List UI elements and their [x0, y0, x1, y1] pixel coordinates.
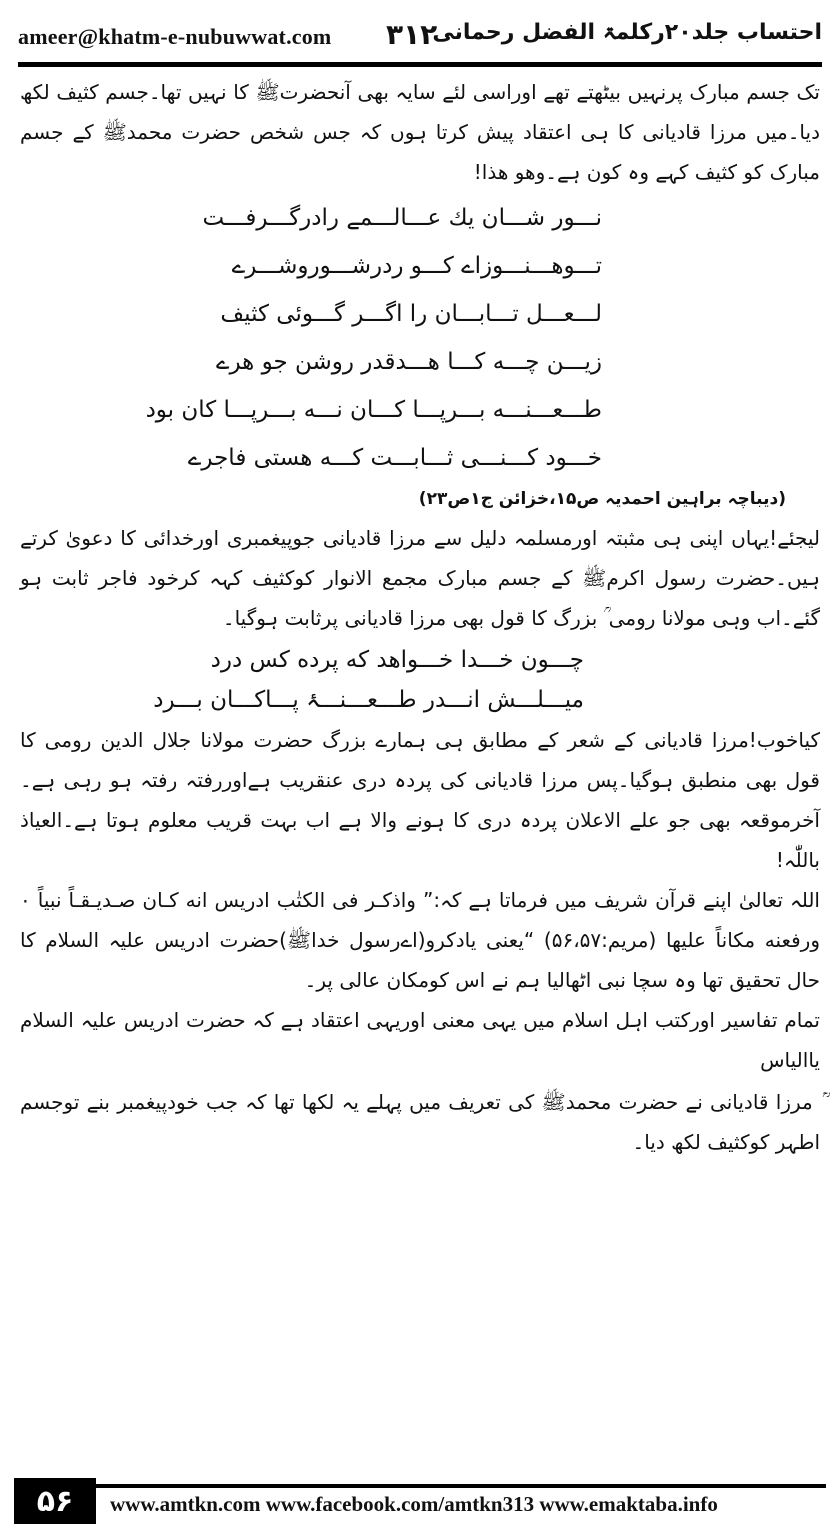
header-email: ameer@khatm-e-nubuwwat.com [18, 24, 332, 49]
paragraph-5: تمام تفاسیر اورکتب اہل اسلام میں یہی معنی اوریہی اعتقاد ہے کہ حضرت ادریس علیہ السلام یاالیاس [20, 1008, 820, 1072]
paragraph-1: تک جسم مبارک پرنہیں بیٹھتے تھے اوراسی لئے سایہ بھی آنحضرتﷺ کا نہیں تھا۔جسم کثیف لکھ دیا۔میں مرزا قادیانی کا ہی اعتقاد پیش کرتا ہوں کہ جس شخص حضرت محمدﷺ کے جسم مبارک کو کثیف کہے وہ کون ہے۔وھو ھذا! [20, 80, 820, 184]
footnote: ؒ مرزا قادیانی نے حضرت محمدﷺ کی تعریف میں پہلے یہ لکھا تھا کہ جب خودپیغمبر بنے توجسم اطہر کوکثیف لکھ دیا۔ [20, 1090, 820, 1154]
verse-block-2 [20, 640, 820, 720]
verse-line: خـــود کـــنـــی ثـــابـــت کـــه هستی فاجرے [187, 445, 602, 471]
verse-block-1 [20, 194, 820, 482]
page-body [20, 72, 820, 1162]
header-page-number: ۳۱۲ [386, 18, 438, 51]
verse-line: لـــعـــل تـــابـــان را اگـــر گـــوئی کثیف [220, 301, 602, 327]
paragraph-4: اللہ تعالیٰ اپنے قرآن شریف میں فرماتا ہے کہ:” واذکـر فی الکتٰب ادریس انه کـان صـدیـقـاً نبیاً ۰ ورفعنه مکاناً علیها (مریم:۵۶،۵۷) “یعنی یادکرو(اےرسول خداﷺ)حضرت ادریس علیہ السلام کا حال تحقیق تھا وہ سچا نبی اٹھالیا ہم نے اس کومکان عالی پر۔ [20, 888, 821, 992]
verse-line: میـــلـــش انـــدر طـــعـــنـــۂ پـــاکـــان بـــرد [153, 687, 584, 713]
header-running-title: احتساب جلد۲۰رکلمۃ الفضل رحمانی [432, 20, 822, 45]
paragraph-2: لیجئے!یہاں اپنی ہی مثبتہ اورمسلمہ دلیل سے مرزا قادیانی جوپیغمبری اورخدائی کا دعویٰ کرتے ہیں۔حضرت رسول اکرمﷺ کے جسم مبارک مجمع الانوار کوکثیف کہہ کرخود فاجر ثابت ہو گئے۔اب وہی مولانا رومی ؒ بزرگ کا قول بھی مرزا قادیانی پرثابت ہوگیا۔ [20, 526, 820, 630]
verse-line: طـــعـــنـــه بـــرپـــا کـــان نـــه بـــرپـــا کان بود [145, 397, 602, 423]
page-footer [14, 1478, 826, 1524]
footer-page-number: ۵۶ [14, 1478, 96, 1524]
verse-line: زیـــن چـــه کـــا هـــدقدر روشن جو هرے [215, 349, 602, 375]
footer-website-links: www.amtkn.com www.facebook.com/amtkn313 www.emaktaba.info [110, 1492, 718, 1516]
verse-line: تـــوهـــنـــوزاے کـــو ردرشـــوروشـــرے [231, 253, 602, 279]
paragraph-3: کیاخوب!مرزا قادیانی کے شعر کے مطابق ہی ہمارے بزرگ حضرت مولانا جلال الدین رومی کا قول بھی منطبق ہوگیا۔پس مرزا قادیانی کی پردہ دری عنقریب ہےاوررفتہ رفتہ ہو رہی ہے۔آخرموقعہ بھی جو علے الاعلان پردہ دری کا ہونے والا ہے اب بہت قریب معلوم ہوتا ہے۔العیاذ باللّٰہ! [20, 728, 820, 872]
header-rule [18, 62, 822, 67]
verse-line: چـــون خـــدا خـــواهد که پرده کس درد [210, 647, 584, 673]
verse-line: نـــور شـــان یك عـــالـــمے رادرگـــرفـــت [202, 205, 602, 231]
page-header [18, 14, 822, 54]
reference-citation: (دیباچہ براہین احمدیہ ص۱۵،خزائن ج۱ص۲۳) [418, 489, 786, 509]
